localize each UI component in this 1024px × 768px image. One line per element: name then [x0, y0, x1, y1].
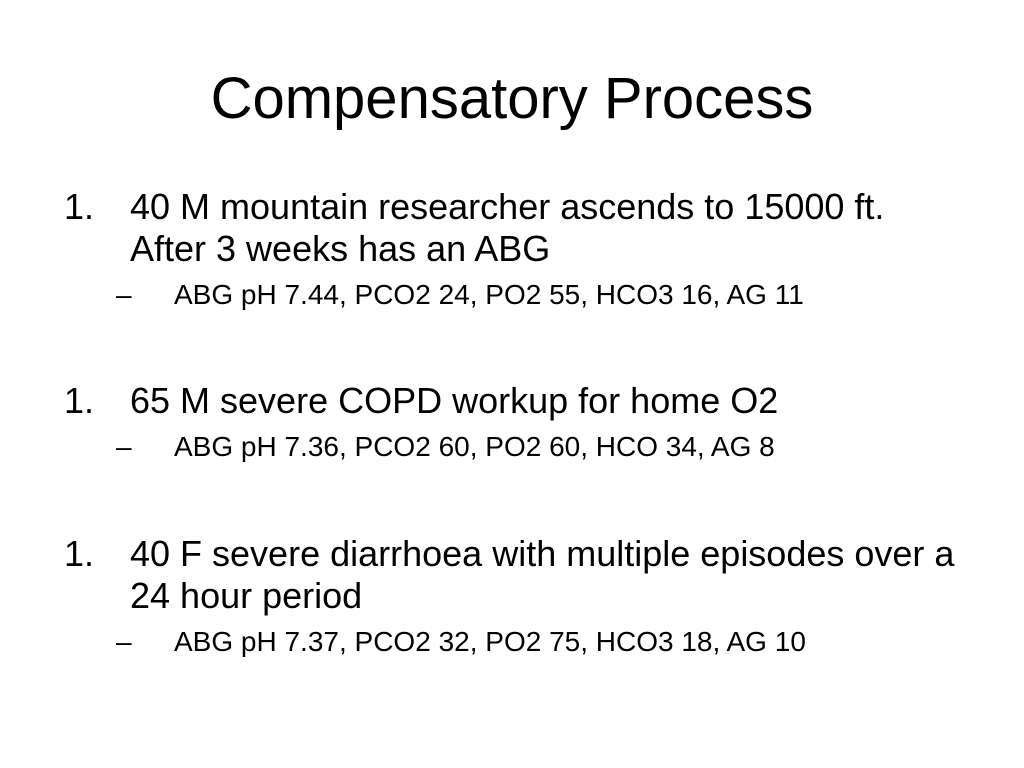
- list-number: 1.: [64, 533, 95, 574]
- abg-text: ABG pH 7.44, PCO2 24, PO2 55, HCO3 16, AG 11: [174, 279, 804, 310]
- list-item: [64, 380, 964, 464]
- case-description: [64, 533, 964, 617]
- case-text: 40 F severe diarrhoea with multiple episodes over a 24 hour period: [130, 533, 955, 616]
- list-number: 1.: [64, 380, 95, 421]
- case-description: [64, 186, 964, 270]
- list-item: [64, 186, 964, 312]
- abg-result: [64, 278, 964, 312]
- slide-title: Compensatory Process: [210, 66, 814, 131]
- list-item: [64, 533, 964, 659]
- abg-result: [64, 625, 964, 659]
- case-text: 40 M mountain researcher ascends to 15000 ft. After 3 weeks has an ABG: [130, 186, 885, 269]
- case-text: 65 M severe COPD workup for home O2: [130, 380, 779, 421]
- dash-bullet: –: [116, 431, 132, 462]
- abg-text: ABG pH 7.37, PCO2 32, PO2 75, HCO3 18, AG 10: [174, 626, 806, 657]
- case-description: [64, 380, 964, 422]
- dash-bullet: –: [116, 626, 132, 657]
- dash-bullet: –: [116, 279, 132, 310]
- abg-text: ABG pH 7.36, PCO2 60, PO2 60, HCO 34, AG 8: [174, 431, 775, 462]
- list-number: 1.: [64, 186, 95, 227]
- abg-result: [64, 430, 964, 464]
